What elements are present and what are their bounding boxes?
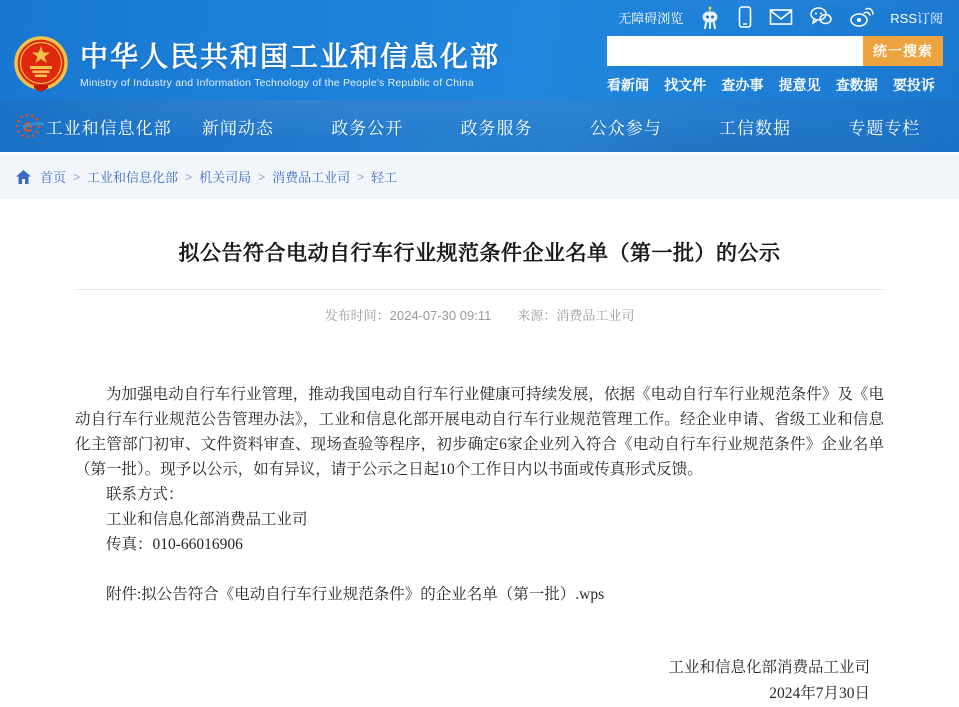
svg-text:e: e xyxy=(22,116,34,136)
paragraph-contact-label: 联系方式： xyxy=(106,486,184,503)
site-header xyxy=(0,0,959,152)
article-content xyxy=(0,199,959,707)
publish-time: 2024-07-30 09:11 xyxy=(389,308,492,323)
nav-item-news[interactable]: 新闻动态 xyxy=(201,118,274,138)
site-subtitle: Ministry of Industry and Information Technology of the People's Republic of China xyxy=(80,76,474,89)
breadcrumb-light-industry[interactable]: 轻工 xyxy=(371,170,398,185)
article-body xyxy=(75,382,884,607)
quick-link-data[interactable]: 查数据 xyxy=(835,76,878,93)
miit-logo-icon xyxy=(14,111,44,141)
breadcrumb-departments[interactable]: 机关司局 xyxy=(199,170,252,185)
search-input[interactable] xyxy=(607,36,863,66)
wechat-icon[interactable] xyxy=(809,6,833,28)
mail-icon[interactable] xyxy=(769,8,793,26)
robot-mascot-icon[interactable] xyxy=(699,5,721,29)
source-label: 来源： xyxy=(517,308,557,323)
header-main xyxy=(0,34,959,100)
quick-link-news[interactable]: 看新闻 xyxy=(607,76,649,93)
search-button[interactable]: 统一搜索 xyxy=(863,36,943,66)
signature-dept: 工业和信息化部消费品工业司 xyxy=(668,659,870,676)
quick-link-complaint[interactable]: 要投诉 xyxy=(892,76,935,93)
rss-link[interactable]: RSS订阅 xyxy=(890,10,943,26)
nav-item-data[interactable]: 工信数据 xyxy=(719,118,792,138)
nav-item-gov-services[interactable]: 政务服务 xyxy=(460,118,533,138)
brand xyxy=(14,36,500,94)
paragraph-main: 为加强电动自行车行业管理，推动我国电动自行车行业健康可持续发展，依据《电动自行车行业规范条件》及《电动自行车行业规范公告管理办法》，工业和信息化部开展电动自行车行业规范管理工作。经企业申请、省级工业和信息化主管部门初审、文件资料审查、现场查验等程序，初步确定6家企业列入符合《电动自行车行业规范条件》企业名单（第一批）。现予以公示，如有异议，请于公示之日起10个工作日内以书面或传真形式反馈。 xyxy=(75,386,884,478)
national-emblem-icon xyxy=(14,36,68,94)
quick-link-services[interactable]: 查办事 xyxy=(721,76,764,93)
topbar xyxy=(0,0,959,34)
accessibility-link[interactable]: 无障碍浏览 xyxy=(618,10,684,26)
meta-divider xyxy=(75,289,884,290)
breadcrumb-home[interactable]: 首页 xyxy=(40,170,67,185)
nav-item-participation[interactable]: 公众参与 xyxy=(589,118,662,138)
breadcrumb-separator: > xyxy=(258,169,266,184)
primary-nav xyxy=(0,100,959,152)
search-area xyxy=(607,36,943,95)
article-meta xyxy=(75,305,884,324)
source-value: 消费品工业司 xyxy=(556,308,635,323)
signature-date: 2024年7月30日 xyxy=(769,685,870,702)
site-title: 中华人民共和国工业和信息化部 xyxy=(80,41,501,73)
publish-time-label: 发布时间： xyxy=(324,308,390,323)
breadcrumb-separator: > xyxy=(357,169,365,184)
breadcrumb-separator: > xyxy=(73,169,81,184)
breadcrumb xyxy=(16,167,397,186)
attachment-row xyxy=(75,582,884,607)
attachment-link[interactable]: 附件:拟公告符合《电动自行车行业规范条件》的企业名单（第一批）.wps xyxy=(106,586,605,603)
paragraph-fax: 传真：010-66016906 xyxy=(106,536,243,553)
breadcrumb-consumer-goods[interactable]: 消费品工业司 xyxy=(272,170,351,185)
nav-item-gov-open[interactable]: 政务公开 xyxy=(331,118,404,138)
mobile-icon[interactable] xyxy=(737,5,753,29)
breadcrumb-miit[interactable]: 工业和信息化部 xyxy=(87,170,179,185)
search-quick-links xyxy=(607,75,943,95)
quick-link-files[interactable]: 找文件 xyxy=(664,76,707,93)
home-icon[interactable] xyxy=(16,170,31,184)
breadcrumb-separator: > xyxy=(185,169,193,184)
nav-item-topics[interactable]: 专题专栏 xyxy=(848,118,921,138)
signature-block xyxy=(75,655,884,707)
article-title: 拟公告符合电动自行车行业规范条件企业名单（第一批）的公示 xyxy=(178,242,781,265)
weibo-icon[interactable] xyxy=(849,6,874,28)
quick-link-feedback[interactable]: 提意见 xyxy=(778,76,821,93)
breadcrumb-band xyxy=(0,152,959,199)
paragraph-contact-dept: 工业和信息化部消费品工业司 xyxy=(106,511,308,528)
nav-item-miit[interactable]: 工业和信息化部 xyxy=(45,118,172,138)
